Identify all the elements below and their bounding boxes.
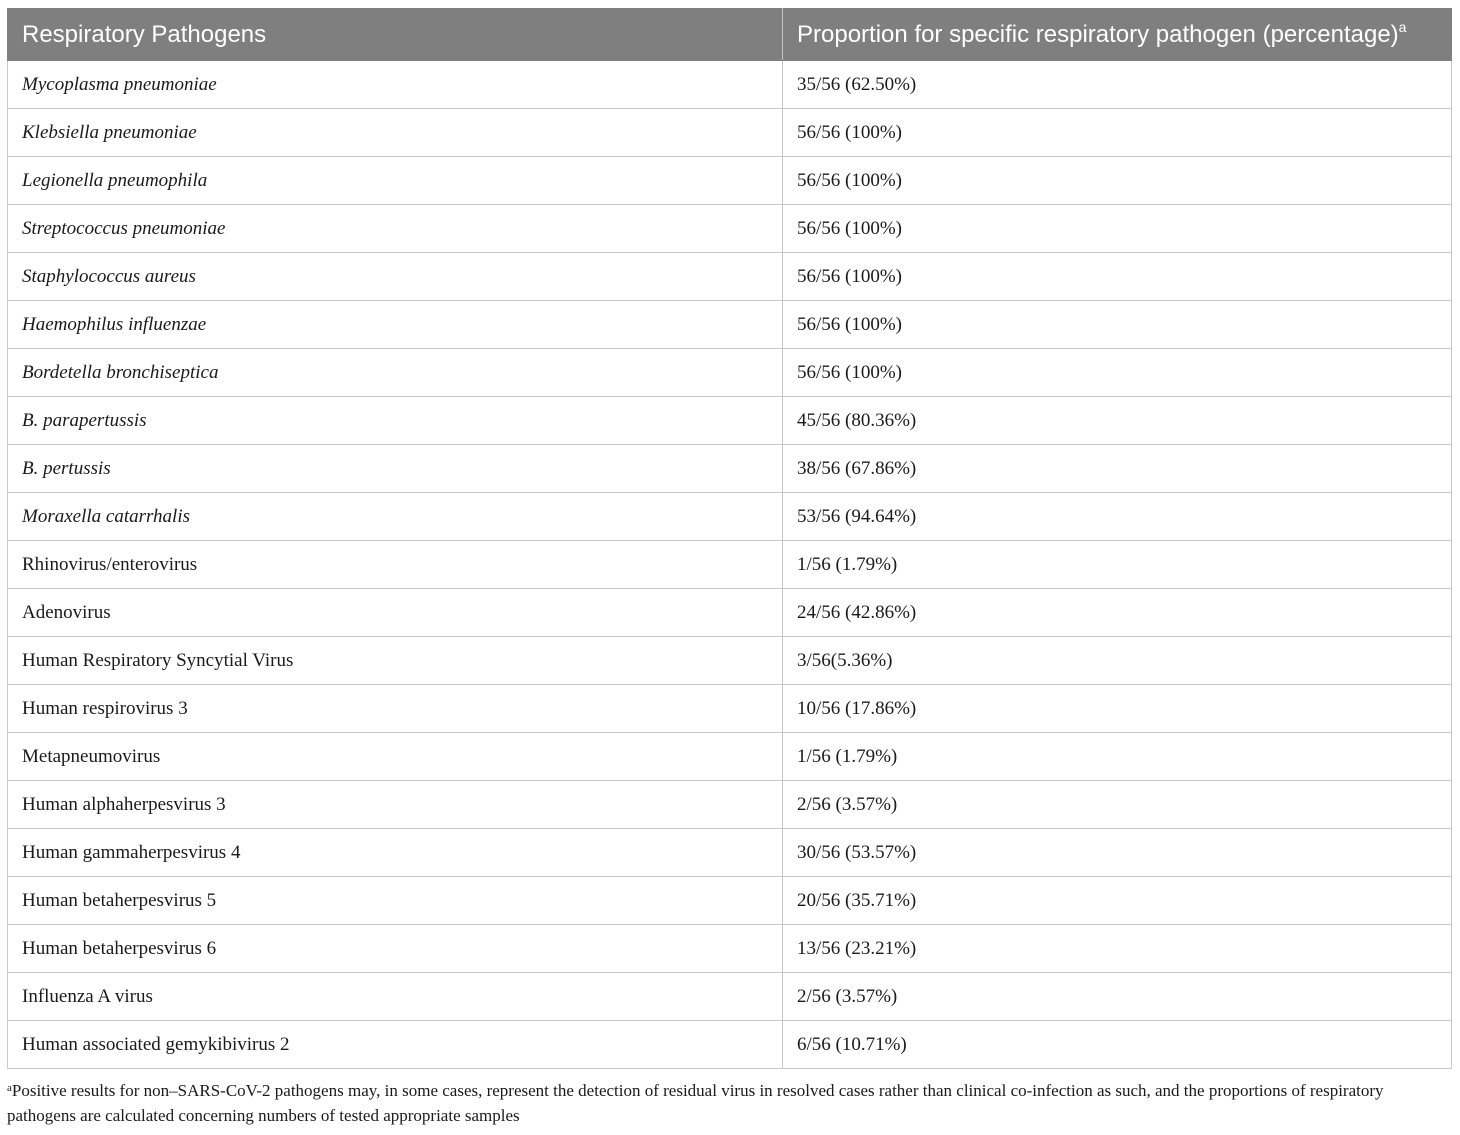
proportion-cell: 3/56(5.36%) — [783, 637, 1452, 685]
pathogen-name-cell: Rhinovirus/enterovirus — [8, 541, 783, 589]
proportion-cell: 20/56 (35.71%) — [783, 877, 1452, 925]
proportion-cell: 56/56 (100%) — [783, 205, 1452, 253]
pathogen-name-cell: Human Respiratory Syncytial Virus — [8, 637, 783, 685]
header-proportion-label: Proportion for specific respiratory pathogen (percentage) — [797, 20, 1399, 48]
pathogen-name-cell: Human associated gemykibivirus 2 — [8, 1021, 783, 1069]
proportion-cell: 10/56 (17.86%) — [783, 685, 1452, 733]
pathogen-name-cell: B. parapertussis — [8, 397, 783, 445]
proportion-cell: 2/56 (3.57%) — [783, 781, 1452, 829]
pathogen-name-cell: Mycoplasma pneumoniae — [8, 61, 783, 109]
pathogen-table-container — [7, 8, 1451, 1069]
table-row — [8, 925, 1452, 973]
proportion-cell: 45/56 (80.36%) — [783, 397, 1452, 445]
header-pathogens-label: Respiratory Pathogens — [22, 20, 267, 48]
table-row — [8, 349, 1452, 397]
table-row — [8, 733, 1452, 781]
table-row — [8, 253, 1452, 301]
proportion-cell: 53/56 (94.64%) — [783, 493, 1452, 541]
pathogen-name-cell: Klebsiella pneumoniae — [8, 109, 783, 157]
proportion-cell: 1/56 (1.79%) — [783, 541, 1452, 589]
table-row — [8, 445, 1452, 493]
pathogen-name-cell: Human alphaherpesvirus 3 — [8, 781, 783, 829]
table-row — [8, 1021, 1452, 1069]
table-body — [8, 61, 1452, 1069]
table-row — [8, 493, 1452, 541]
header-proportion — [783, 9, 1452, 61]
table-row — [8, 61, 1452, 109]
proportion-cell: 56/56 (100%) — [783, 157, 1452, 205]
table-row — [8, 829, 1452, 877]
proportion-cell: 2/56 (3.57%) — [783, 973, 1452, 1021]
proportion-cell: 56/56 (100%) — [783, 109, 1452, 157]
proportion-cell: 38/56 (67.86%) — [783, 445, 1452, 493]
proportion-cell: 56/56 (100%) — [783, 253, 1452, 301]
pathogen-name-cell: Staphylococcus aureus — [8, 253, 783, 301]
proportion-cell: 13/56 (23.21%) — [783, 925, 1452, 973]
table-row — [8, 973, 1452, 1021]
header-pathogens — [8, 9, 783, 61]
proportion-cell: 1/56 (1.79%) — [783, 733, 1452, 781]
pathogen-name-cell: Bordetella bronchiseptica — [8, 349, 783, 397]
pathogen-name-cell: Adenovirus — [8, 589, 783, 637]
proportion-cell: 30/56 (53.57%) — [783, 829, 1452, 877]
pathogen-name-cell: Human betaherpesvirus 5 — [8, 877, 783, 925]
pathogen-name-cell: Moraxella catarrhalis — [8, 493, 783, 541]
footnote-marker: a — [7, 1082, 12, 1094]
proportion-cell: 35/56 (62.50%) — [783, 61, 1452, 109]
table-row — [8, 541, 1452, 589]
proportion-cell: 6/56 (10.71%) — [783, 1021, 1452, 1069]
footnote-text: Positive results for non–SARS-CoV-2 pathogens may, in some cases, represent the detection of residual virus in resolved cases rather than clinical co-infection as such, and the proportions of respiratory pathogens are calculated concerning numbers of tested appropriate samples — [7, 1081, 1384, 1125]
table-row — [8, 589, 1452, 637]
table-row — [8, 877, 1452, 925]
table-row — [8, 301, 1452, 349]
table-row — [8, 157, 1452, 205]
proportion-cell: 56/56 (100%) — [783, 349, 1452, 397]
pathogen-table — [7, 8, 1452, 1069]
table-row — [8, 397, 1452, 445]
table-footnote — [7, 1078, 1453, 1128]
proportion-cell: 56/56 (100%) — [783, 301, 1452, 349]
pathogen-name-cell: Legionella pneumophila — [8, 157, 783, 205]
pathogen-name-cell: Human respirovirus 3 — [8, 685, 783, 733]
header-footnote-marker: a — [1398, 18, 1407, 35]
table-row — [8, 637, 1452, 685]
pathogen-name-cell: Human gammaherpesvirus 4 — [8, 829, 783, 877]
pathogen-name-cell: B. pertussis — [8, 445, 783, 493]
table-row — [8, 205, 1452, 253]
table-row — [8, 109, 1452, 157]
table-row — [8, 685, 1452, 733]
pathogen-name-cell: Metapneumovirus — [8, 733, 783, 781]
pathogen-name-cell: Streptococcus pneumoniae — [8, 205, 783, 253]
pathogen-name-cell: Human betaherpesvirus 6 — [8, 925, 783, 973]
proportion-cell: 24/56 (42.86%) — [783, 589, 1452, 637]
table-header — [8, 9, 1452, 61]
pathogen-name-cell: Haemophilus influenzae — [8, 301, 783, 349]
table-row — [8, 781, 1452, 829]
pathogen-name-cell: Influenza A virus — [8, 973, 783, 1021]
header-row — [8, 9, 1452, 61]
